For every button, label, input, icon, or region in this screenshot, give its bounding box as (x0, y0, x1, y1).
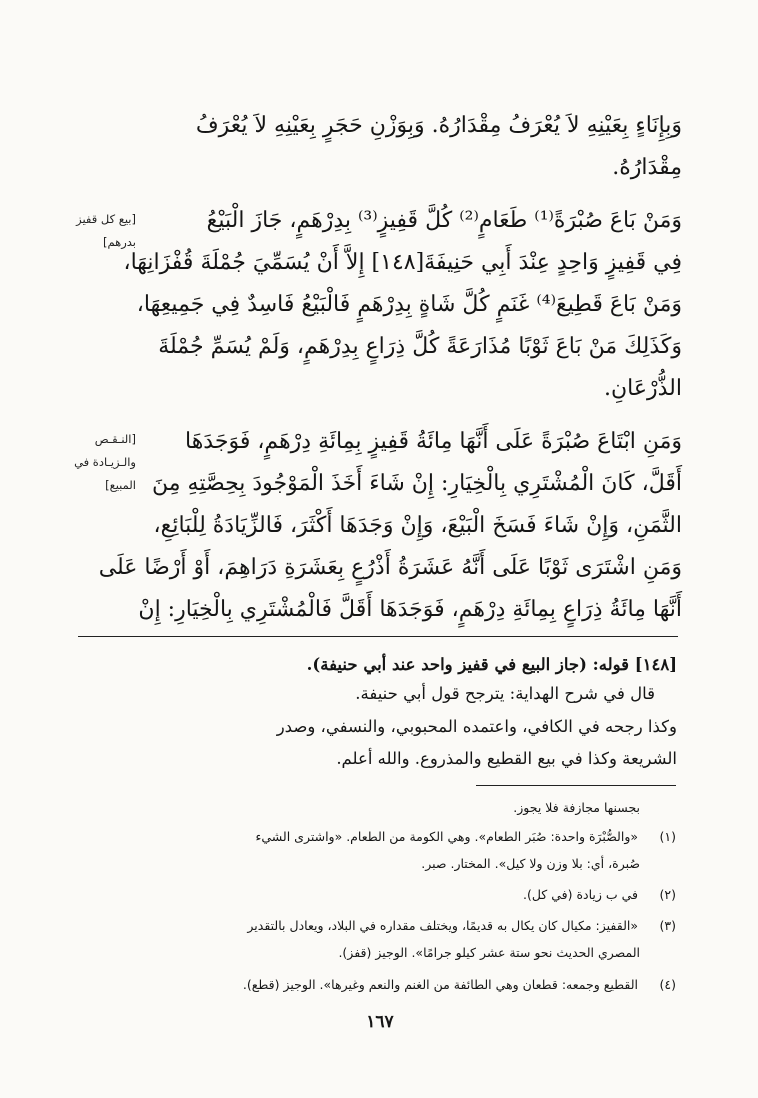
main-text-line: وَمَنِ ابْتَاعَ صُبْرَةً عَلَى أَنَّهَا مِائَةُ قَفِيزٍ بِمِائَةِ دِرْهَمٍ، فَوَجَدَهَا (185, 429, 682, 454)
side-note-sale-per-qafiz (36, 208, 136, 254)
main-text-line: وَمَنْ بَاعَ قَطِيعَ⁽⁴⁾ غَنَمٍ كُلَّ شَاةٍ بِدِرْهَمٍ فَالْبَيْعُ فَاسِدٌ فِي جَمِيعِهَا، (136, 292, 682, 317)
side-note-line: [النـقـص (94, 432, 136, 446)
main-text-line: فِي قَفِيزٍ وَاحِدٍ عِنْدَ أَبِي حَنِيفَةَ[١٤٨] إِلاَّ أَنْ يُسَمِّيَ جُمْلَةَ قُفْزَانِهَا، (123, 250, 682, 275)
footnote-3 (80, 912, 676, 939)
commentary-line: الشريعة وكذا في بيع القطيع والمذروع. والله أعلم. (336, 749, 677, 768)
footnote-3-cont (80, 939, 676, 966)
main-text-line: أَنَّهَا مِائَةُ ذِرَاعٍ بِمِائَةِ دِرْهَمٍ، فَوَجَدَهَا أَقَلَّ فَالْمُشْتَرِي بِالْخِيَارِ: إِنْ (138, 597, 682, 622)
footnote-2 (80, 881, 676, 908)
side-note-line: [بيع كل قفيز (76, 212, 136, 226)
side-note-deficit-surplus (36, 428, 136, 497)
footnote-1-cont (80, 850, 676, 877)
footnote-divider (476, 785, 676, 786)
side-note-line: بدرهم] (103, 235, 136, 249)
main-text-line: وَبِإِنَاءٍ بِعَيْنِهِ لاَ يُعْرَفُ مِقْدَارُهُ. وَبِوَزْنِ حَجَرٍ بِعَيْنِهِ لاَ يُعْرَفُ (195, 113, 682, 138)
main-text-line: وَمَنِ اشْتَرَى ثَوْبًا عَلَى أَنَّهُ عَشَرَةُ أَذْرُعٍ بِعَشَرَةِ دَرَاهِمَ، أَوْ أَرْضًا عَلَى (98, 555, 682, 580)
commentary-line: وكذا رجحه في الكافي، واعتمده المحبوبي، والنسفي، وصدر (276, 717, 677, 736)
footnote-number: (٤) (659, 977, 676, 992)
footnote-text: صُبرة، أي: بلا وزن ولا كيل». المختار. صبر. (421, 856, 640, 871)
commentary-heading: [١٤٨] قوله: (جاز البيع في قفيز واحد عند أبي حنيفة). (306, 655, 677, 674)
main-text-line: أَقَلَّ، كَانَ الْمُشْتَرِي بِالْخِيَارِ: إِنْ شَاءَ أَخَذَ الْمَوْجُودَ بِحِصَّتِهِ مِنَ (152, 471, 682, 496)
main-divider (78, 636, 678, 637)
commentary-line: قال في شرح الهداية: يترجح قول أبي حنيفة. (355, 684, 655, 703)
footnote-4 (80, 971, 676, 998)
footnote-1 (80, 823, 676, 850)
footnote-text: القطيع وجمعه: قطعان وهي الطائفة من الغنم والنعم وغيرها». الوجيز (قطع). (242, 977, 639, 992)
main-text-line: الذُّرْعَانِ. (604, 376, 682, 401)
footnote-text: «القفيز: مكيال كان يكال به قديمًا، ويختلف مقداره في البلاد، ويعادل بالتقدير (247, 918, 639, 933)
main-text-line: وَكَذَلِكَ مَنْ بَاعَ ثَوْبًا مُذَارَعَةً كُلَّ ذِرَاعٍ بِدِرْهَمٍ، وَلَمْ يُسَمِّ جُمْلَةَ (158, 334, 682, 359)
main-text-line: الثَّمَنِ، وَإِنْ شَاءَ فَسَخَ الْبَيْعَ، وَإِنْ وَجَدَهَا أَكْثَرَ، فَالزِّيَادَةُ لِلْبَائِعِ، (153, 513, 682, 538)
footnote-text: بجسنها مجازفة فلا يجوز. (513, 800, 640, 815)
footnote-number: (٢) (659, 887, 676, 902)
main-text-line: وَمَنْ بَاعَ صُبْرَةً⁽¹⁾ طَعَامٍ⁽²⁾ كُلَّ قَفِيزٍ⁽³⁾ بِدِرْهَمٍ، جَازَ الْبَيْعُ (206, 208, 682, 233)
footnote-text: المصري الحديث نحو ستة عشر كيلو جرامًا». الوجيز (قفز). (338, 945, 640, 960)
side-note-line: المبيع] (105, 478, 136, 492)
side-note-line: والـزيـادة في (74, 455, 136, 469)
page-number: ١٦٧ (366, 1012, 394, 1032)
footnote-text: في ب زيادة (في كل). (522, 887, 639, 902)
main-text-line: مِقْدَارُهُ. (612, 155, 682, 180)
footnote-carry-over (80, 794, 676, 821)
footnote-number: (٣) (659, 918, 676, 933)
footnote-text: «والصُّبْرَة واحدة: صُبَر الطعام». وهي الكومة من الطعام. «واشترى الشيء (255, 829, 639, 844)
footnote-number: (١) (659, 829, 676, 844)
